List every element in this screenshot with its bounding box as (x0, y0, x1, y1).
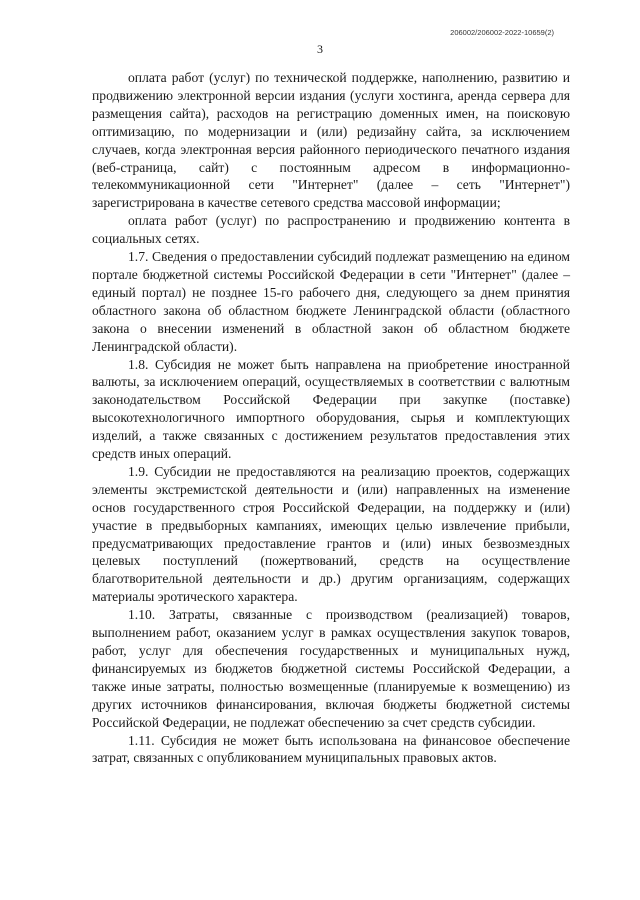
paragraph: 1.8. Субсидия не может быть направлена на приобретение иностранной валюты, за исключением операций, осуществляемых в соответствии с валютным законодательством Российской Федерации при закупке (поставке) высокотехнологичного импортного оборудования, сырья и комплектующих изделий, а также связанных с достижением результатов предоставления этих средств иных операций. (92, 356, 570, 462)
paragraph: оплата работ (услуг) по распространению и продвижению контента в социальных сетях. (92, 213, 570, 247)
paragraph: 1.11. Субсидия не может быть использована на финансовое обеспечение затрат, связанных с опубликованием муниципальных правовых актов. (92, 732, 570, 766)
document-id: 206002/206002-2022-10659(2) (450, 28, 554, 37)
page-number: 3 (317, 42, 323, 56)
document-body (92, 69, 570, 767)
paragraph: 1.9. Субсидии не предоставляются на реализацию проектов, содержащих элементы экстремистской деятельности и (или) направленных на изменение основ государственного строя Российской Федерации, на поддержку и (или) участие в предвыборных кампаниях, имеющих целью извлечение прибыли, предусматривающих предоставление грантов и (или) иных безвозмездных целевых поступлений (пожертвований, средств на осуществление благотворительной деятельности и др.) другим организациям, содержащих материалы эротического характера. (92, 463, 570, 605)
paragraph: 1.7. Сведения о предоставлении субсидий подлежат размещению на едином портале бюджетной системы Российской Федерации в сети "Интернет" (далее – единый портал) не позднее 15-го рабочего дня, следующего за днем принятия областного закона об областном бюджете Ленинградской области (областного закона о внесении изменений в областной закон об областном бюджете Ленинградской области). (92, 249, 570, 354)
paragraph: оплата работ (услуг) по технической поддержке, наполнению, развитию и продвижению электронной версии издания (услуги хостинга, аренда сервера для размещения сайта), расходов на регистрацию доменных имен, на поисковую оптимизацию, по модернизации и (или) редизайну сайта, за исключением случаев, когда электронная версия районного периодического печатного издания (веб-страница, сайт) с постоянным адресом в информационно-телекоммуникационной сети "Интернет" (далее – сеть "Интернет") зарегистрирована в качестве сетевого средства массовой информации; (92, 70, 570, 211)
paragraph: 1.10. Затраты, связанные с производством (реализацией) товаров, выполнением работ, оказанием услуг в рамках осуществления закупок товаров, работ, услуг для обеспечения государственных и муниципальных нужд, финансируемых из бюджетов бюджетной системы Российской Федерации, а также иные затраты, полностью возмещенные (планируемые к возмещению) из других источников финансирования, включая бюджеты бюджетной системы Российской Федерации, не подлежат обеспечению за счет средств субсидии. (92, 607, 570, 730)
